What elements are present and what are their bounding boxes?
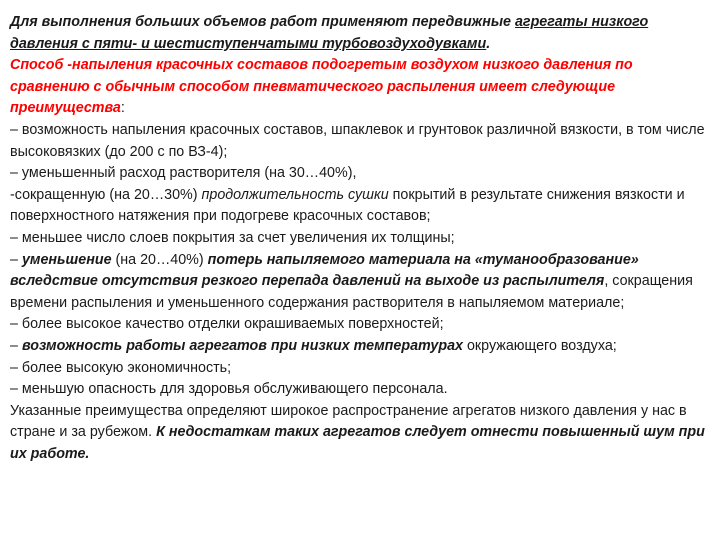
item-text: – возможность напыления красочных составов, шпаклевок и грунтовок различной вязкости, в том числе высоковязких (до 200 с по ВЗ-4); — [10, 121, 705, 160]
item-italic-term: продолжительность сушки — [201, 186, 389, 203]
intro-text: Для выполнения больших объемов работ применяют передвижные — [10, 14, 515, 30]
list-item-low-temperature — [10, 336, 710, 358]
list-item-layers — [10, 228, 710, 250]
list-item-losses — [10, 250, 710, 315]
list-item-viscosity — [10, 120, 710, 163]
item-text: , сокращения времени распыления и уменьшенного содержания растворителя в напыляемом материале; — [10, 273, 693, 311]
item-bold-phrase: потерь напыляемого материала на «туманообразование» вследствие отсутствия резкого перепада давлений на выходе из распылителя — [10, 251, 639, 290]
intro-period: . — [486, 35, 491, 52]
list-item-economy — [10, 358, 710, 380]
item-text: покрытий в результате снижения вязкости и поверхностного натяжения при подогреве красочных составов; — [10, 186, 685, 225]
item-text: -сокращенную (на 20…30%) — [10, 186, 202, 203]
conclusion-paragraph — [10, 401, 710, 466]
item-text: – меньшую опасность для здоровья обслуживающего персонала. — [10, 381, 448, 398]
item-bold-term: уменьшение — [21, 251, 112, 268]
item-text: – более высокое качество отделки окрашиваемых поверхностей; — [10, 316, 444, 333]
list-item-drying — [10, 185, 710, 228]
item-text: (на 20…40%) — [111, 251, 208, 268]
list-item-quality — [10, 314, 710, 336]
item-text: – — [10, 337, 22, 354]
intro-paragraph — [10, 12, 710, 55]
list-item-health — [10, 379, 710, 401]
intro-underlined-term: агрегаты низкого давления с пяти- и шестиступенчатыми турбовоздуходувками — [10, 14, 649, 52]
item-text: – более высокую экономичность; — [10, 359, 232, 376]
list-item-solvent — [10, 163, 710, 185]
heading-colon: : — [120, 100, 125, 117]
item-bold-phrase: возможность работы агрегатов при низких температурах — [21, 337, 463, 354]
conclusion-bold-text: К недостаткам таких агрегатов следует отнести повышенный шум при их работе. — [10, 424, 705, 462]
conclusion-text: Указанные преимущества определяют широкое распространение агрегатов низкого давления у нас в стране и за рубежом. — [10, 402, 687, 441]
item-text: – уменьшенный расход растворителя (на 30…40%), — [10, 165, 357, 182]
item-text: окружающего воздуха; — [462, 337, 617, 354]
item-text: – меньшее число слоев покрытия за счет увеличения их толщины; — [10, 229, 455, 246]
advantages-heading — [10, 55, 710, 120]
item-text: – — [10, 251, 22, 268]
heading-text: Способ -напыления красочных составов подогретым воздухом низкого давления по сравнению с обычным способом пневматического распыления имеет следующие преимущества — [10, 57, 633, 117]
